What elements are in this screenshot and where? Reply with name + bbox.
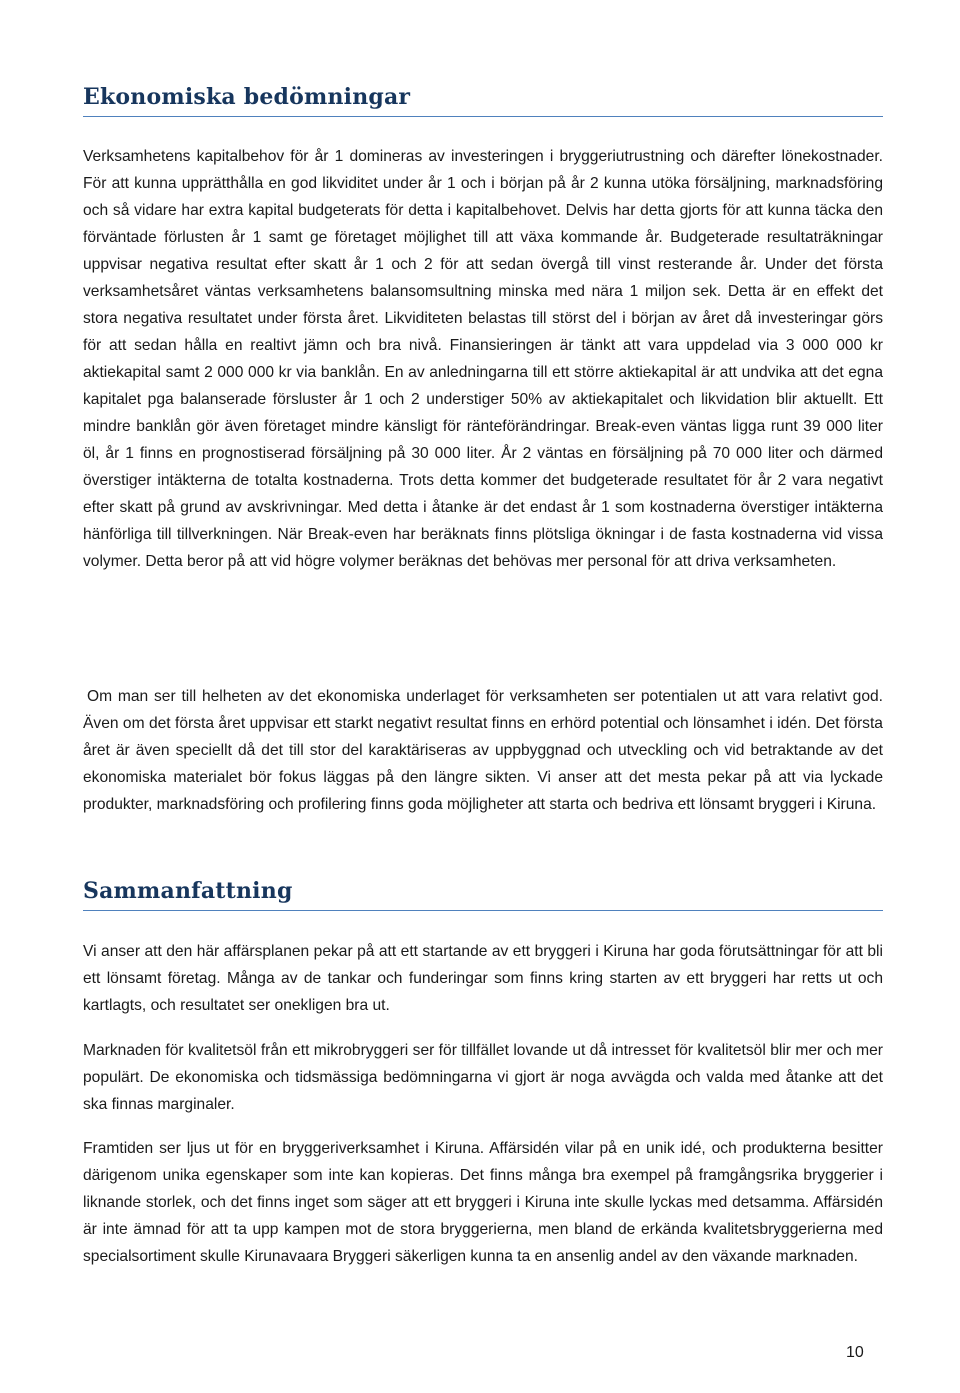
- paragraph-economic-overview: Om man ser till helheten av det ekonomiska underlaget för verksamheten ser potentialen ut att vara relativt god. Även om det första året uppvisar ett starkt negativt resultat finns en erhörd potential och lönsamhet i idén. Det första året är även speciellt då det till stor del karaktäriseras av uppbyggnad och utveckling och vid betraktande av det ekonomiska materialet bör fokus läggas på den längre sikten. Vi anser att det mesta pekar på att via lyckade produkter, marknadsföring och profilering finns goda möjligheter att starta och bedriva ett lönsamt bryggeri i Kiruna.: [83, 688, 883, 813]
- paragraph-summary-market: Marknaden för kvalitetsöl från ett mikrobryggeri ser för tillfället lovande ut då intresset för kvalitetsöl blir mer och mer populärt. De ekonomiska och tidsmässiga bedömningarna vi gjort är noga avvägda och valda med åtanke att det ska finnas marginaler.: [83, 1042, 883, 1113]
- paragraph-summary-future: Framtiden ser ljus ut för en bryggeriverksamhet i Kiruna. Affärsidén vilar på en unik idé, och produkterna besitter därigenom unika egenskaper som inte kan kopieras. Det finns många bra exempel på framgångsrika bryggerier i liknande storlek, och det finns inget som säger att ett bryggeri i Kiruna inte skulle lyckas med detsamma. Affärsidén är inte ämnad för att ta upp kampen mot de stora bryggerierna, men bland de erkända kvalitetsbryggerierna med specialsortiment skulle Kirunavaara Bryggeri säkerligen kunna ta en ansenlig andel av den växande marknaden.: [83, 1140, 883, 1265]
- paragraph-economic-assessment: Verksamhetens kapitalbehov för år 1 domineras av investeringen i bryggeriutrustning och därefter lönekostnader. För att kunna upprätthålla en god likviditet under år 1 och i början på år 2 kunna utöka försäljning, marknadsföring och så vidare har extra kapital budgeterats för detta i kapitalbehovet. Delvis har detta gjorts för att kunna täcka den förväntade förlusten år 1 samt ge företaget möjlighet till att växa kommande år. Budgeterade resultaträkningar uppvisar negativa resultat efter skatt år 1 och 2 för att sedan övergå till vinst resterande år. Under det första verksamhetsåret väntas verksamhetens balansomsultning minska med nära 1 miljon sek. Detta är en effekt det stora negativa resultatet under första året. Likviditeten belastas till störst del i början av året då investeringar görs för att sedan hålla en realtivt jämn och bra nivå. Finansieringen är tänkt att vara uppdelad via 3 000 000 kr aktiekapital samt 2 000 000 kr via banklån. En av anledningarna till ett större aktiekapital är att undvika att det egna kapitalet pga balanserade försluster år 1 och 2 understiger 50% av aktiekapitalet och likvidation blir aktuellt. Ett mindre banklån gör även företaget mindre känsligt för ränteförändringar. Break-even väntas ligga runt 39 000 liter öl, år 1 finns en prognostiserad försäljning på 30 000 liter. År 2 väntas en försäljning på 70 000 liter och därmed överstiger intäkterna de totalta kostnaderna. Trots detta kommer det budgeterade resultatet för år 2 vara negativt efter skatt på grund av avskrivningar. Med detta i åtanke är det endast år 1 som kostnaderna överstiger intäkterna hänförliga till tillverkningen. När Break-even har beräknats finns plötsliga ökningar i de fasta kostnaderna vid vissa volymer. Detta beror på att vid högre volymer beräknas det behövas mer personal för att driva verksamheten.: [83, 148, 883, 570]
- paragraph-summary-intro: Vi anser att den här affärsplanen pekar på att ett startande av ett bryggeri i Kiruna har goda förutsättningar för att bli ett lönsamt företag. Många av de tankar och funderingar som finns kring starten av ett bryggeri har retts ut och kartlagts, och resultatet ser onekligen bra ut.: [83, 943, 883, 1014]
- section-heading-ekonomiska-bedomningar: Ekonomiska bedömningar: [83, 84, 883, 117]
- page-number: 10: [846, 1344, 864, 1361]
- section-heading-sammanfattning: Sammanfattning: [83, 878, 883, 911]
